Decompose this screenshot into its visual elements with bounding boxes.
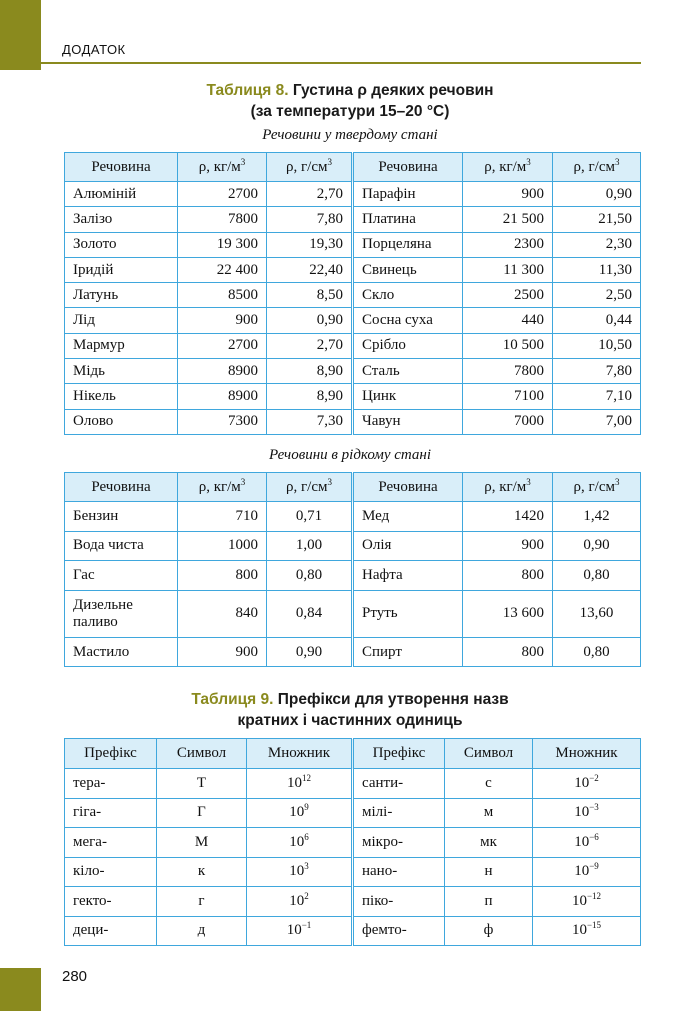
column-header-exponent: 3 xyxy=(614,156,620,167)
prefix-name: деци- xyxy=(65,916,157,946)
table-cell: Порцеляна xyxy=(353,232,463,257)
multiplier-exponent: −1 xyxy=(301,920,312,931)
table-cell: 22 400 xyxy=(178,257,267,282)
table-cell: Алюміній xyxy=(65,182,178,207)
column-header: Множник xyxy=(533,739,641,769)
liquid-density-table xyxy=(64,472,641,667)
multiplier-exponent: 2 xyxy=(304,890,309,901)
table-cell: 900 xyxy=(178,308,267,333)
prefix-name: мега- xyxy=(65,828,157,858)
column-header xyxy=(353,153,463,182)
table-row xyxy=(65,561,641,591)
table-cell: 900 xyxy=(463,182,553,207)
multiplier-exponent: −2 xyxy=(589,772,599,783)
table-cell: 0,90 xyxy=(553,182,641,207)
table-cell: Цинк xyxy=(353,384,463,409)
column-header-label: ρ, кг/м xyxy=(484,158,527,175)
prefix-multiplier xyxy=(247,887,353,917)
table8-title-text: Густина ρ деяких речовин xyxy=(292,82,494,99)
column-header-label: Речовина xyxy=(378,478,438,495)
section-header: ДОДАТОК xyxy=(62,42,126,57)
table-cell: Олія xyxy=(353,531,463,561)
table-cell: 1420 xyxy=(463,502,553,532)
table-cell: 0,44 xyxy=(553,308,641,333)
table-cell: 7,80 xyxy=(553,359,641,384)
table-cell: Ртуть xyxy=(353,590,463,637)
table-cell: 800 xyxy=(463,637,553,667)
column-header: Префікс xyxy=(65,739,157,769)
prefix-multiplier xyxy=(247,828,353,858)
table-cell: 8900 xyxy=(178,384,267,409)
table-cell: Олово xyxy=(65,409,178,434)
multiplier-base: 10 xyxy=(289,833,305,850)
table-row xyxy=(65,798,641,828)
multiplier-base: 10 xyxy=(574,833,590,850)
table-cell: 10 500 xyxy=(463,333,553,358)
table9-title-line2: кратних і частинних одиниць xyxy=(237,712,463,729)
column-header xyxy=(463,153,553,182)
table-cell: Сталь xyxy=(353,359,463,384)
table-cell: 0,84 xyxy=(267,590,353,637)
table-cell: 7000 xyxy=(463,409,553,434)
table-cell: Срібло xyxy=(353,333,463,358)
prefix-symbol: Г xyxy=(157,798,247,828)
prefix-table xyxy=(64,738,641,946)
multiplier-exponent: −15 xyxy=(586,920,602,931)
column-header-label: ρ, кг/м xyxy=(198,158,241,175)
table-cell: Мармур xyxy=(65,333,178,358)
table8-title-number: Таблиця 8. xyxy=(206,82,289,99)
column-header xyxy=(178,153,267,182)
column-header xyxy=(65,473,178,502)
prefix-name: санти- xyxy=(353,769,445,799)
table-cell: 1,42 xyxy=(553,502,641,532)
table-cell: 2,50 xyxy=(553,283,641,308)
table-row xyxy=(65,257,641,282)
table-cell: 8,90 xyxy=(267,359,353,384)
multiplier-exponent: 9 xyxy=(304,802,309,813)
table-header-row xyxy=(65,153,641,182)
table-cell: 11,30 xyxy=(553,257,641,282)
table-cell: 7100 xyxy=(463,384,553,409)
multiplier-base: 10 xyxy=(289,804,305,821)
table-cell: 7,10 xyxy=(553,384,641,409)
prefix-multiplier xyxy=(533,887,641,917)
table-row xyxy=(65,531,641,561)
multiplier-base: 10 xyxy=(289,863,305,880)
table-cell: 7800 xyxy=(178,207,267,232)
table-cell: Мед xyxy=(353,502,463,532)
multiplier-exponent: −3 xyxy=(589,802,599,813)
prefix-name: тера- xyxy=(65,769,157,799)
table-cell: Вода чиста xyxy=(65,531,178,561)
table-cell: 13 600 xyxy=(463,590,553,637)
prefix-symbol: г xyxy=(157,887,247,917)
column-header: Символ xyxy=(157,739,247,769)
table-cell: 11 300 xyxy=(463,257,553,282)
table-cell: 21 500 xyxy=(463,207,553,232)
multiplier-exponent: 3 xyxy=(304,861,309,872)
column-header-label: ρ, кг/м xyxy=(484,478,527,495)
table-cell: 22,40 xyxy=(267,257,353,282)
column-header xyxy=(463,473,553,502)
prefix-symbol: М xyxy=(157,828,247,858)
table-cell: Нікель xyxy=(65,384,178,409)
prefix-symbol: н xyxy=(445,857,533,887)
table-cell: 0,90 xyxy=(553,531,641,561)
prefix-symbol: с xyxy=(445,769,533,799)
table-cell: 2700 xyxy=(178,182,267,207)
prefix-multiplier xyxy=(533,916,641,946)
table-cell: 900 xyxy=(463,531,553,561)
table-cell: Гас xyxy=(65,561,178,591)
table-cell: 1000 xyxy=(178,531,267,561)
multiplier-base: 10 xyxy=(574,804,590,821)
prefix-multiplier xyxy=(533,769,641,799)
table-cell: 0,90 xyxy=(267,637,353,667)
prefix-symbol: м xyxy=(445,798,533,828)
table-row xyxy=(65,637,641,667)
table-cell: 2,70 xyxy=(267,333,353,358)
column-header xyxy=(178,473,267,502)
table9-title-number: Таблиця 9. xyxy=(191,691,274,708)
prefix-name: нано- xyxy=(353,857,445,887)
table-cell: Лід xyxy=(65,308,178,333)
prefix-name: піко- xyxy=(353,887,445,917)
table-header-row xyxy=(65,739,641,769)
table-cell: 2300 xyxy=(463,232,553,257)
solid-density-table xyxy=(64,152,641,435)
table-cell: 13,60 xyxy=(553,590,641,637)
multiplier-base: 10 xyxy=(574,774,590,791)
table-row xyxy=(65,769,641,799)
prefix-symbol: к xyxy=(157,857,247,887)
table-row xyxy=(65,502,641,532)
table-row xyxy=(65,207,641,232)
column-header-label: Речовина xyxy=(378,158,438,175)
multiplier-base: 10 xyxy=(571,922,587,939)
table-cell: 2700 xyxy=(178,333,267,358)
prefix-name: мілі- xyxy=(353,798,445,828)
column-header: Префікс xyxy=(353,739,445,769)
prefix-symbol: Т xyxy=(157,769,247,799)
table-cell: 1,00 xyxy=(267,531,353,561)
table-header-row xyxy=(65,473,641,502)
table9-title xyxy=(60,689,640,731)
table-cell: Спирт xyxy=(353,637,463,667)
column-header: Множник xyxy=(247,739,353,769)
prefix-multiplier xyxy=(247,769,353,799)
prefix-symbol: д xyxy=(157,916,247,946)
multiplier-base: 10 xyxy=(574,863,590,880)
table-cell: 7800 xyxy=(463,359,553,384)
table-cell: 8900 xyxy=(178,359,267,384)
liquid-subtitle: Речовини в рідкому стані xyxy=(268,447,432,463)
column-header xyxy=(65,153,178,182)
table-cell: 8500 xyxy=(178,283,267,308)
column-header xyxy=(267,473,353,502)
column-header-label: ρ, г/см xyxy=(573,158,615,175)
table-cell: 8,50 xyxy=(267,283,353,308)
table-row xyxy=(65,828,641,858)
table-cell: 0,71 xyxy=(267,502,353,532)
multiplier-base: 10 xyxy=(571,892,587,909)
header-rule xyxy=(41,62,641,64)
table-cell: Чавун xyxy=(353,409,463,434)
table-cell: 0,80 xyxy=(553,561,641,591)
column-header-exponent: 3 xyxy=(240,156,246,167)
table-cell: 840 xyxy=(178,590,267,637)
column-header-exponent: 3 xyxy=(526,476,531,487)
column-header xyxy=(553,473,641,502)
table-row xyxy=(65,409,641,434)
table-cell: 900 xyxy=(178,637,267,667)
table-row xyxy=(65,384,641,409)
prefix-symbol: п xyxy=(445,887,533,917)
solid-subtitle: Речовини у твердому стані xyxy=(262,127,438,143)
table-cell: Нафта xyxy=(353,561,463,591)
multiplier-base: 10 xyxy=(287,774,302,791)
page-number: 280 xyxy=(62,968,88,985)
multiplier-exponent: 6 xyxy=(304,831,309,842)
multiplier-exponent: −9 xyxy=(589,861,599,872)
multiplier-exponent: 12 xyxy=(302,772,311,783)
column-header-exponent: 3 xyxy=(327,156,332,167)
table-cell: 440 xyxy=(463,308,553,333)
column-header-exponent: 3 xyxy=(526,156,531,167)
prefix-name: мікро- xyxy=(353,828,445,858)
table-cell: Мідь xyxy=(65,359,178,384)
sidebar-accent-top xyxy=(0,0,41,70)
column-header-label: ρ, г/см xyxy=(286,158,328,175)
prefix-multiplier xyxy=(247,857,353,887)
table-cell: 10,50 xyxy=(553,333,641,358)
table-row xyxy=(65,887,641,917)
table-row xyxy=(65,333,641,358)
prefix-name: гекто- xyxy=(65,887,157,917)
table-cell: 7,30 xyxy=(267,409,353,434)
prefix-symbol: ф xyxy=(445,916,533,946)
table-cell: Сосна суха xyxy=(353,308,463,333)
prefix-name: фемто- xyxy=(353,916,445,946)
table-cell: Бензин xyxy=(65,502,178,532)
table-cell: 2,70 xyxy=(267,182,353,207)
table-cell: Мастило xyxy=(65,637,178,667)
column-header-exponent: 3 xyxy=(614,476,620,487)
prefix-symbol: мк xyxy=(445,828,533,858)
column-header-exponent: 3 xyxy=(327,476,332,487)
column-header xyxy=(267,153,353,182)
sidebar-accent-bottom xyxy=(0,968,41,1011)
table-cell: 800 xyxy=(463,561,553,591)
prefix-multiplier xyxy=(533,828,641,858)
table-cell: Платина xyxy=(353,207,463,232)
table-row xyxy=(65,857,641,887)
prefix-multiplier xyxy=(247,798,353,828)
multiplier-base: 10 xyxy=(289,892,305,909)
table-row xyxy=(65,590,641,637)
column-header-label: ρ, г/см xyxy=(286,478,328,495)
table-cell: 19 300 xyxy=(178,232,267,257)
column-header-label: ρ, кг/м xyxy=(198,478,241,495)
table-cell: Скло xyxy=(353,283,463,308)
table8-title-line2: (за температури 15–20 °С) xyxy=(250,103,450,120)
table-row xyxy=(65,916,641,946)
table-cell: Свинець xyxy=(353,257,463,282)
column-header xyxy=(553,153,641,182)
table-cell: Дизельне паливо xyxy=(65,590,178,637)
table-cell: 0,80 xyxy=(553,637,641,667)
table-cell: 2,30 xyxy=(553,232,641,257)
multiplier-exponent: −12 xyxy=(586,890,602,901)
prefix-name: кіло- xyxy=(65,857,157,887)
table-row xyxy=(65,283,641,308)
column-header: Символ xyxy=(445,739,533,769)
column-header-label: Речовина xyxy=(91,158,151,175)
multiplier-base: 10 xyxy=(286,922,302,939)
table-row xyxy=(65,308,641,333)
table-cell: 0,80 xyxy=(267,561,353,591)
prefix-name: гіга- xyxy=(65,798,157,828)
multiplier-exponent: −6 xyxy=(589,831,599,842)
table-cell: 21,50 xyxy=(553,207,641,232)
table-cell: 19,30 xyxy=(267,232,353,257)
table-row xyxy=(65,232,641,257)
table-cell: Залізо xyxy=(65,207,178,232)
table-cell: 710 xyxy=(178,502,267,532)
table-cell: Латунь xyxy=(65,283,178,308)
column-header xyxy=(353,473,463,502)
table-cell: 8,90 xyxy=(267,384,353,409)
prefix-multiplier xyxy=(533,798,641,828)
table9-title-text: Префікси для утворення назв xyxy=(277,691,509,708)
table-row xyxy=(65,359,641,384)
prefix-multiplier xyxy=(533,857,641,887)
table-cell: 800 xyxy=(178,561,267,591)
table-cell: 7,00 xyxy=(553,409,641,434)
prefix-multiplier xyxy=(247,916,353,946)
table8-title xyxy=(60,80,640,122)
table-cell: Іридій xyxy=(65,257,178,282)
table-cell: 7,80 xyxy=(267,207,353,232)
table-cell: Парафін xyxy=(353,182,463,207)
table-cell: 2500 xyxy=(463,283,553,308)
column-header-label: Речовина xyxy=(91,478,151,495)
table-cell: 0,90 xyxy=(267,308,353,333)
column-header-label: ρ, г/см xyxy=(573,478,615,495)
column-header-exponent: 3 xyxy=(240,476,246,487)
table-cell: Золото xyxy=(65,232,178,257)
table-row xyxy=(65,182,641,207)
table-cell: 7300 xyxy=(178,409,267,434)
